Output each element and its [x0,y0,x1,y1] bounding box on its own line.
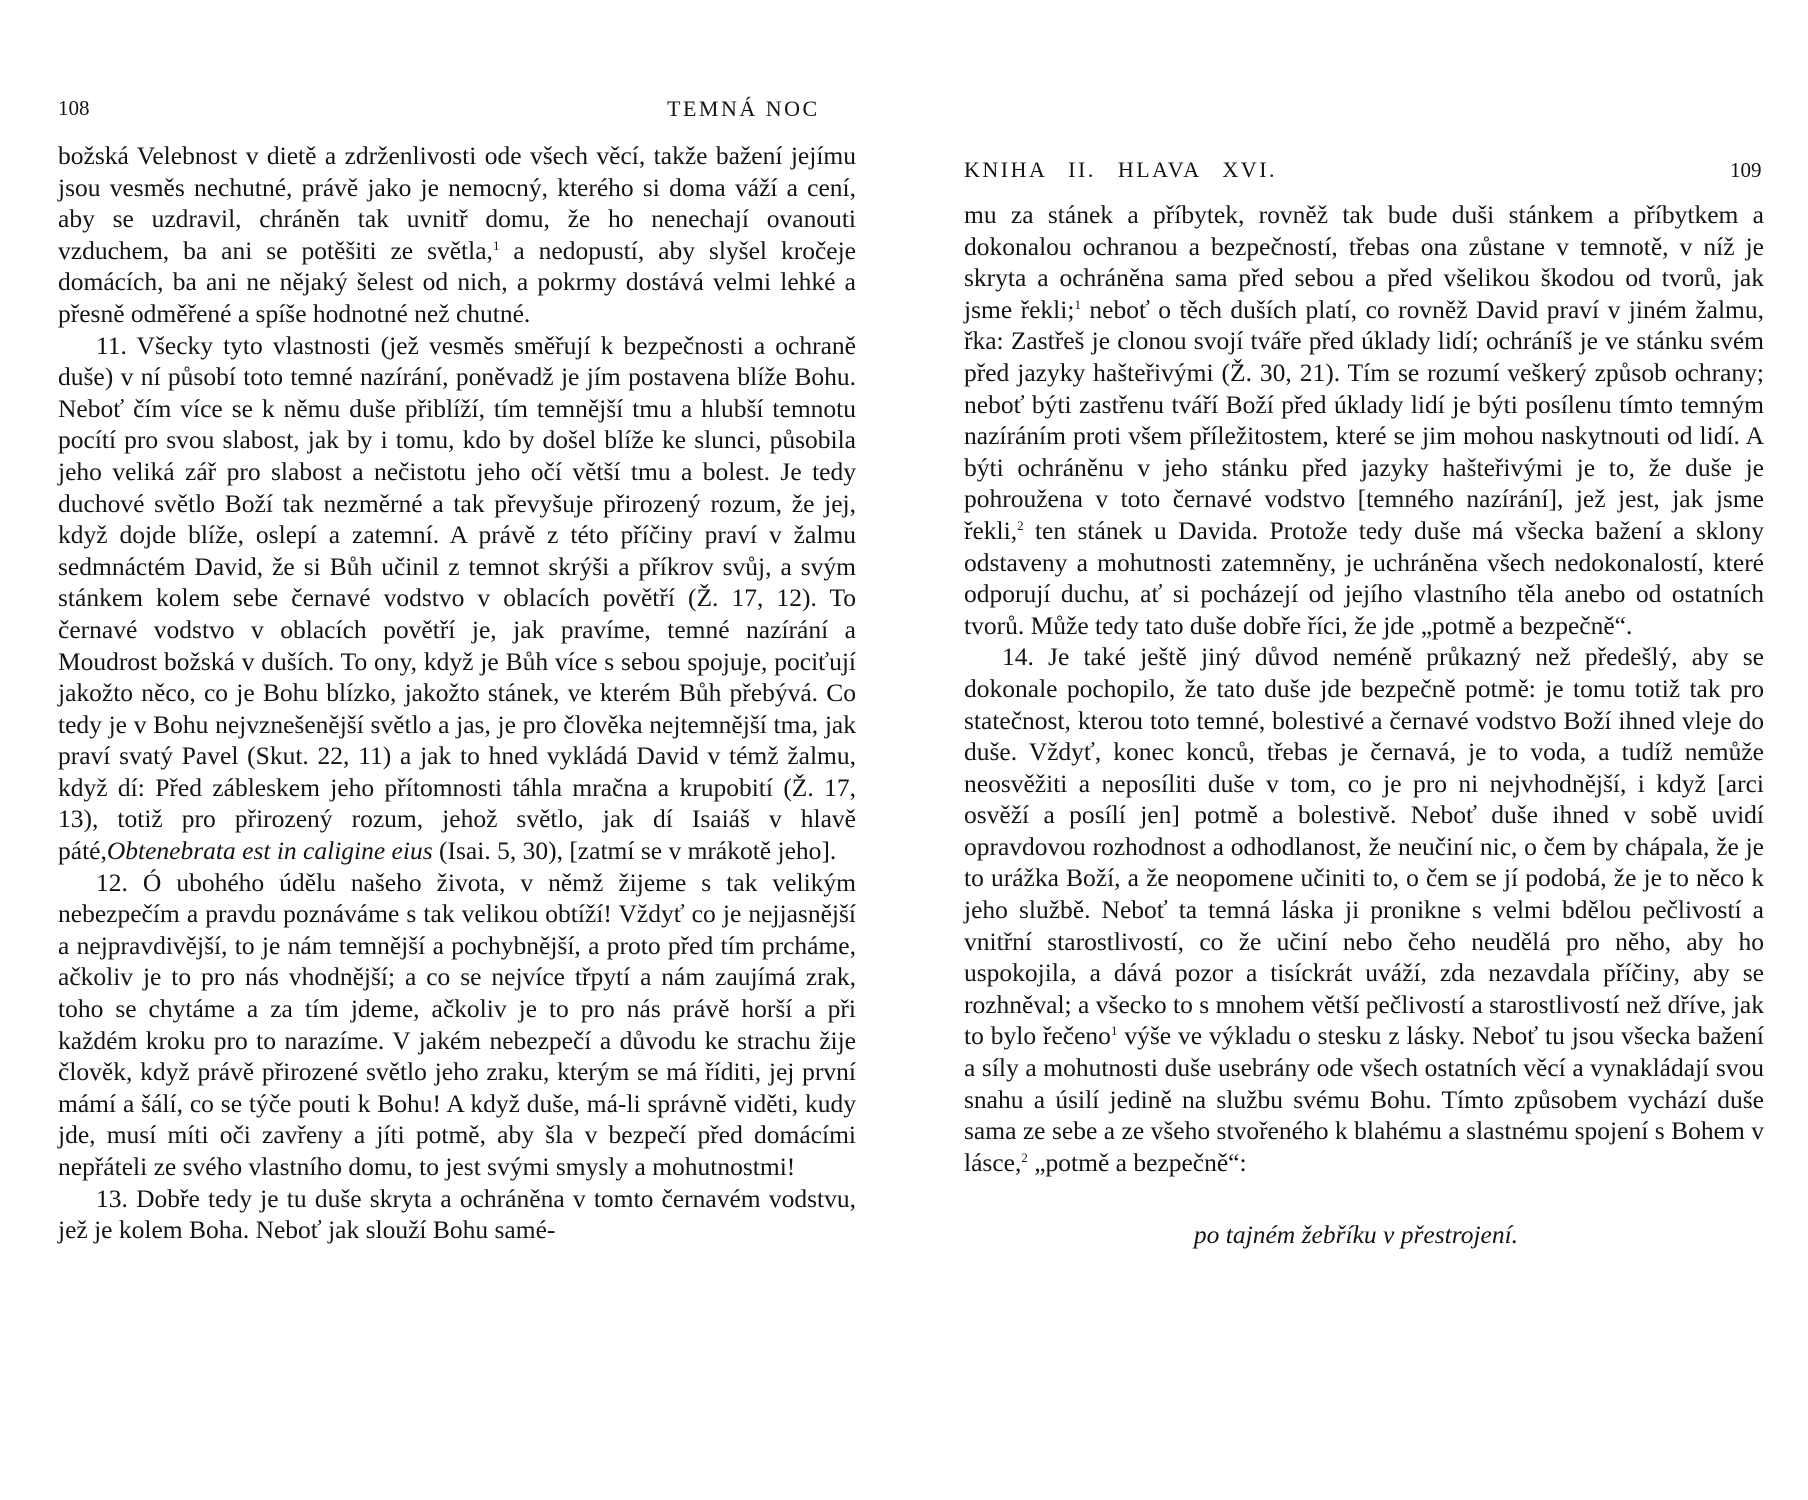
left-paragraph-4: 13. Dobře tedy je tu duše skryta a ochráněna v tomto černavém vodstvu, jež je kolem Boha. Neboť jak slouží Bohu samé- [58,1183,856,1245]
page-number-right: 109 [1730,158,1762,182]
running-head-left: TEMNÁ NOC [667,96,820,121]
right-paragraph-1: mu za stánek a příbytek, rovněž tak bude duši stánkem a příbytkem a dokonalou ochranou a bezpečností, třebas ona zůstane v temnotě, v níž je skryta a ochráněna sama před sebou a před všelikou škodou od tvorů, jak jsme řekli;$^1$ neboť o těch duších platí, co rovněž David praví v jiném žalmu, řka: Zastřeš je clonou svojí tváře před úklady lidí; ochráníš je ve stánku svém před jazyky hašteřivými (Ž. 30, 21). Tím se rozumí veškerý způsob ochrany; neboť býti zastřenu tváří Boží před úklady lidí je býti posílenu tímto temným nazíráním proti všem příležitostem, které se jim mohou naskytnouti od lidí. A býti ochráněnu v jeho stánku před jazyky hašteřivými je to, že duše je pohroužena v toto černavé vodstvo [temného nazírání], jež jest, jak jsme řekli,$^2$ ten stánek u Davida. Protože tedy duše má všecka bažení a sklony odstaveny a mohutnosti zatemněny, je uchráněna všech nedokonalostí, které odporují duchu, ať si pocházejí od jejího vlastního těla anebo od ostatních tvorů. Může tedy tato duše dobře říci, že jde „potmě a bezpečně“. [964,200,1764,640]
page-number-left: 108 [58,96,90,120]
left-paragraph-3: 12. Ó ubohého údělu našeho života, v němž žijeme s tak velikým nebezpečím a pravdu poznáváme s tak velikou obtíží! Vždyť co je nejjasnější a nejpravdivější, to je nám temnější a pochybnější, a proto před tím prcháme, ačkoliv je to pro nás vhodnější; a co se nejvíce třpytí a nám zaujímá zrak, toho se chytáme a za tím jdeme, ačkoliv je to pro nás právě horší a při každém kroku pro to narazíme. V jakém nebezpečí a důvodu ke strachu žije člověk, když právě přirozené světlo jeho zraku, kterým se má říditi, jej první mámí a šálí, co se týče pouti k Bohu! A když duše, má-li správně viděti, kudy jde, musí míti oči zavřeny a jíti potmě, aby šla v bezpečí před domácími nepřáteli ze svého vlastního domu, to jest svými smysly a mohutnostmi! [58,867,856,1181]
left-paragraph-1: božská Velebnost v dietě a zdrženlivosti ode všech věcí, takže bažení jejímu jsou vesměs nechutné, právě jako je nemocný, kterého si doma váží a cení, aby se uzdravil, chráněn tak uvnitř domu, že ho nenechají ovanouti vzduchem, ba ani se potěšiti ze světla,$^1$ a nedopustí, aby slyšel kročeje domácích, ba ani ne nějaký šelest od nich, a pokrmy dostává velmi lehké a přesně odměřené a spíše hodnotné než chutné. [58,141,856,328]
running-head-right: KNIHA II. HLAVA XVI. [964,157,1278,182]
right-paragraph-2: 14. Je také ještě jiný důvod neméně průkazný než předešlý, aby se dokonale pochopilo, že tato duše jde bezpečně potmě: je tomu totiž tak pro statečnost, kterou toto temné, bolestivé a černavé vodstvo Boží ihned vleje do duše. Vždyť, konec konců, třebas je černavá, je to voda, a tudíž nemůže neosvěžiti a neposíliti duše v tom, co je pro ni nejvhodnější, i když [arci osvěží a posílí jen] potmě a bolestivě. Neboť duše ihned v sobě uvidí opravdovou rozhodnost a odhodlanost, že neučiní nic, o čem by chápala, že je to urážka Boží, a že neopomene učiniti to, o čem se jí podobá, že je to něco k jeho službě. Neboť ta temná láska ji pronikne s velmi bdělou pečlivostí a vnitřní starostlivostí, co že učiní nebo čeho neudělá pro něho, aby ho uspokojila, a dává pozor a tisíckrát uváží, zda nezavdala příčiny, aby se rozhněval; a všecko to s mnohem větší pečlivostí a starostlivostí než dříve, jak to bylo řečeno$^1$ výše ve výkladu o stesku z lásky. Neboť tu jsou všecka bažení a síly a mohutnosti duše usebrány ode všech ostatních věcí a vynakládají svou snahu a úsilí jedině na službu svému Bohu. Tímto způsobem vychází duše sama ze sebe a ze všeho stvořeného k blahému a slastnému spojení s Bohem v lásce,$^2$ „potmě a bezpečně“: [964,642,1765,1177]
right-page [904,0,1808,1500]
right-page-body [964,199,1764,1178]
left-page-body [58,140,856,1246]
verse-line: po tajném žebříku v přestrojení. [1193,1220,1519,1249]
left-paragraph-2: 11. Všecky tyto vlastnosti (jež vesměs směřují k bezpečnosti a ochraně duše) v ní působí toto temné nazírání, poněvadž je jím postavena blíže Bohu. Neboť čím více se k němu duše přiblíží, tím temnější tmu a hlubší temnotu pocítí pro svou slabost, jak by i tomu, kdo by došel blíže ke slunci, působila jeho veliká zář pro slabost a nečistotu jeho očí větší tmu a bolest. Je tedy duchové světlo Boží tak nezměrné a tak převyšuje přirozený rozum, že jej, když dojde blíže, oslepí a zatemní. A právě z této příčiny praví v žalmu sedmnáctém David, že si Bůh učinil z temnot skrýši a příkrov svůj, a svým stánkem kolem sebe černavé vodstvo v oblacích povětří (Ž. 17, 12). To černavé vodstvo v oblacích povětří je, jak pravíme, temné nazírání a Moudrost božská v duších. To ony, když je Bůh více s sebou spojuje, pociťují jakožto něco, co je Bohu blízko, jakožto stánek, ve kterém Bůh přebývá. Co tedy je v Bohu nejvznešenější světlo a jas, je pro člověka nejtemnější tma, jak praví svatý Pavel (Skut. 22, 11) a jak to hned vykládá David v témž žalmu, když dí: Před zábleskem jeho přítomnosti táhla mračna a krupobití (Ž. 17, 13), totiž pro přirozený rozum, jehož světlo, jak dí Isaiáš v hlavě páté,Obtenebrata est in caligine eius (Isai. 5, 30), [zatmí se v mrákotě jeho]. [58,330,856,866]
left-italic-quote: Obtenebrata est in caligine eius [106,836,433,866]
